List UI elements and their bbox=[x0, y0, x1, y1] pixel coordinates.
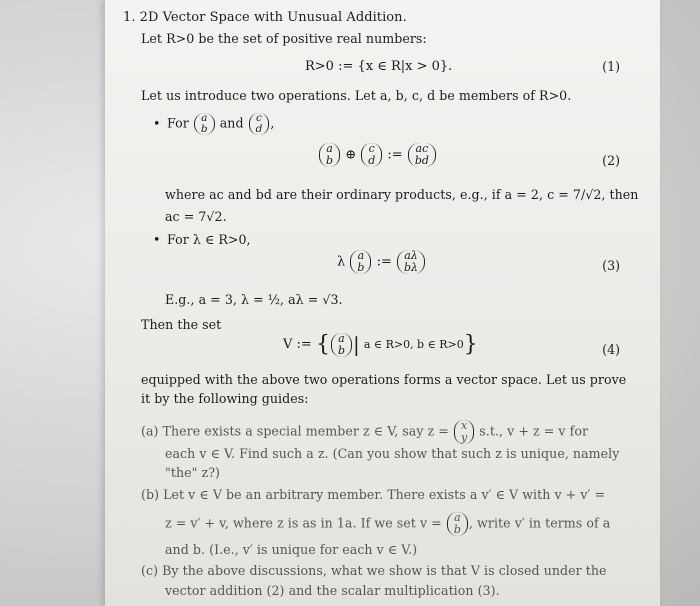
intro-line: Let R>0 be the set of positive real numbers: bbox=[141, 31, 427, 46]
example-line: E.g., a = 3, λ = ½, aλ = √3. bbox=[165, 292, 343, 307]
vec-a-b: a bbox=[454, 511, 461, 524]
vec-b-set: b bbox=[337, 343, 345, 357]
part-b-line-1: (b) Let v ∈ V be an arbitrary member. There exists a v′ ∈ V with v + v′ = bbox=[141, 487, 606, 502]
part-a-line-2: each v ∈ V. Find such a z. (Can you show that such z is unique, namely bbox=[165, 446, 620, 461]
bullet-icon: • bbox=[153, 115, 161, 131]
vec-a-scalar: a bbox=[357, 249, 365, 262]
vec-ac: ac bbox=[415, 142, 429, 155]
vec-a-set: a bbox=[338, 331, 345, 345]
vec-b: b bbox=[200, 123, 208, 135]
part-a-text: (a) There exists a special member z ∈ V, say z = bbox=[141, 423, 449, 439]
right-brace-icon: } bbox=[463, 332, 478, 357]
vec-y: y bbox=[460, 431, 468, 444]
v-def-left: V := bbox=[283, 337, 312, 352]
vector-ab-eq bbox=[319, 143, 340, 167]
vec-b-eq: b bbox=[326, 154, 334, 167]
defeq-symbol: := bbox=[387, 147, 403, 163]
vec-a-lambda: aλ bbox=[404, 249, 418, 262]
defeq-symbol-2: := bbox=[376, 254, 392, 270]
vec-c-eq: c bbox=[368, 142, 375, 155]
vec-a: a bbox=[201, 112, 208, 124]
lambda-symbol: λ bbox=[337, 254, 346, 270]
then-set-line: Then the set bbox=[141, 317, 222, 332]
equation-number-4: (4) bbox=[602, 342, 620, 357]
paper-page bbox=[105, 0, 660, 606]
vec-c: c bbox=[256, 112, 262, 124]
vector-ab-part-b bbox=[447, 512, 468, 536]
vector-ab-set bbox=[331, 333, 352, 357]
part-a-line-1 bbox=[141, 420, 588, 444]
for-lambda-label: For λ ∈ R>0, bbox=[167, 232, 251, 247]
vector-xy bbox=[454, 420, 474, 444]
vector-power bbox=[397, 250, 425, 274]
vec-bd: bd bbox=[414, 154, 429, 167]
bullet-for-vectors: • For a b and c d , bbox=[153, 112, 275, 135]
part-b-text: z = v′ + v, where z is as in 1a. If we set v = bbox=[165, 515, 442, 531]
vec-x: x bbox=[460, 419, 468, 432]
where-line-2: ac = 7√2. bbox=[165, 209, 227, 224]
set-definition: R>0 := {x ∈ R|x > 0}. bbox=[305, 59, 453, 74]
equation-number-1: (1) bbox=[602, 59, 620, 74]
part-b-tail: , write v′ in terms of a bbox=[468, 515, 611, 531]
equipped-line-2: it by the following guides: bbox=[141, 391, 309, 406]
part-c-line-2: vector addition (2) and the scalar multiplication (3). bbox=[165, 583, 500, 598]
left-brace-icon: { bbox=[315, 332, 330, 357]
vec-d-eq: d bbox=[368, 154, 376, 167]
equation-number-2: (2) bbox=[602, 153, 620, 168]
part-a-tail: s.t., v + z = v for bbox=[479, 423, 589, 439]
vector-cd-eq bbox=[361, 143, 382, 167]
equipped-line-1: equipped with the above two operations forms a vector space. Let us prove bbox=[141, 372, 627, 387]
addition-definition bbox=[318, 143, 437, 167]
bullet-for-lambda bbox=[153, 232, 251, 247]
vec-d: d bbox=[255, 123, 263, 135]
part-c-line-1: (c) By the above discussions, what we show is that V is closed under the bbox=[141, 563, 607, 578]
bullet-icon-2: • bbox=[153, 232, 161, 247]
bar-icon: | bbox=[352, 332, 360, 357]
v-def-condition: a ∈ R>0, b ∈ R>0 bbox=[363, 338, 464, 351]
part-b-line-3: and b. (I.e., v′ is unique for each v ∈ V.) bbox=[165, 542, 418, 557]
part-a-line-3: "the" z?) bbox=[165, 465, 220, 480]
equation-number-3: (3) bbox=[602, 258, 620, 273]
vec-b-lambda: bλ bbox=[404, 261, 419, 274]
where-line-1: where ac and bd are their ordinary products, e.g., if a = 2, c = 7/√2, then bbox=[165, 187, 639, 202]
for-label: For bbox=[167, 115, 189, 131]
part-b-line-2 bbox=[165, 512, 610, 536]
set-v-definition bbox=[283, 332, 478, 357]
and-label: and bbox=[219, 115, 244, 131]
vector-acbd bbox=[408, 143, 436, 167]
vector-ab-scalar bbox=[350, 250, 371, 274]
vec-b-scalar: b bbox=[357, 261, 365, 274]
oplus-symbol: ⊕ bbox=[345, 147, 357, 163]
vector-ab bbox=[194, 113, 215, 135]
scalar-mult-definition bbox=[337, 250, 426, 274]
problem-heading: 1. 2D Vector Space with Unusual Addition. bbox=[123, 10, 407, 25]
vec-a-eq: a bbox=[326, 142, 333, 155]
vector-cd bbox=[249, 113, 270, 135]
operations-intro: Let us introduce two operations. Let a, b, c, d be members of R>0. bbox=[141, 88, 572, 103]
vec-b-b: b bbox=[453, 523, 461, 536]
